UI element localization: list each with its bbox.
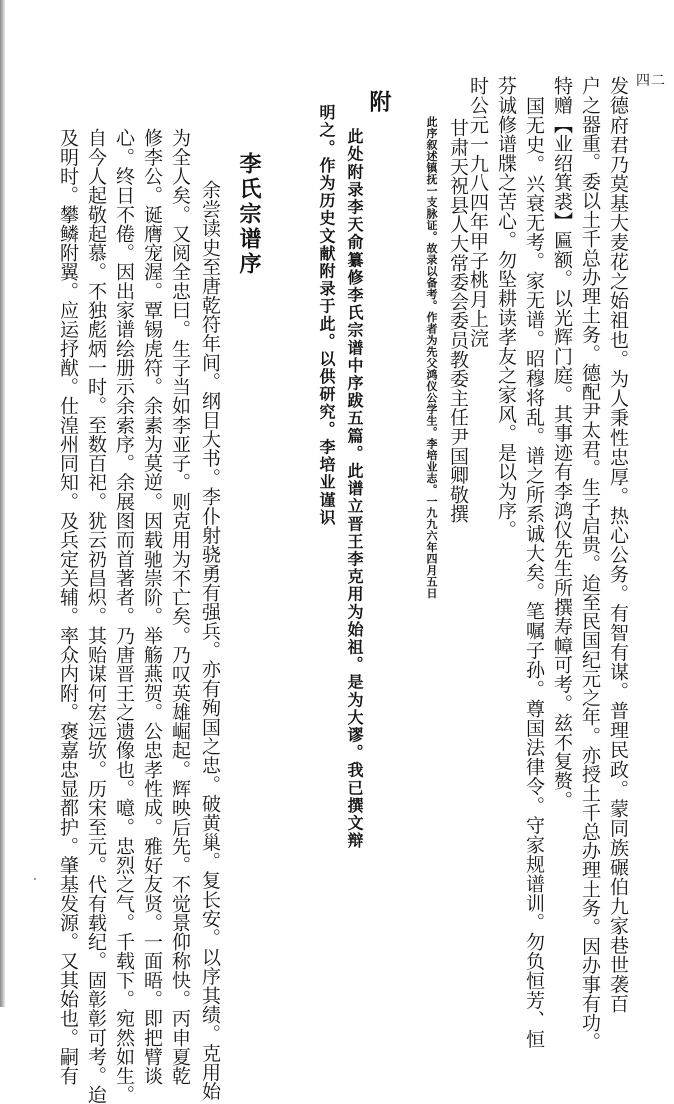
page-number: 四二 [636, 73, 666, 89]
preface-line: 自今人起敬起慕。不独彪炳一时。至数百祀。犹云礽昌炽。其贻谋何宏远欤。历宋至元。代有载纪。固彰彰可考。迨 [85, 128, 107, 1104]
preface-line: 修李公。诞膺宠渥。覃锡虎符。余素为莫逆。因载驰崇阶。举觞燕贺。公忠孝性成。雅好友贤。一面晤。即把臂谈 [141, 128, 163, 1085]
annex-note-line: 此处附录李天俞纂修李氏宗谱中序跋五篇。此谱立晋王李克用为始祖。是为大谬。我已撰文辩 [345, 128, 364, 850]
right-text-line: 时公元一九八四年甲子桃月上浣 [467, 76, 489, 348]
page-binding-edge [0, 0, 5, 1007]
annex-note-line: 明之。作为历史文献附录于此。以供研究。李培业谨识 [317, 104, 336, 527]
preface-line: 心。终日不倦。因出家谱绘册示余索序。余展图而首著者。乃唐晋王之遗像也。噫。忠烈之气。千载下。宛然如生。 [113, 128, 135, 1104]
preface-line: 为全人矣。又阅全忠曰。生子当如李亚子。则克用为不亡矣。乃叹英雄崛起。辉映后先。不觉景仰称快。丙申夏乾 [169, 128, 191, 1085]
right-text-line: 甘肃天祝县人大常委会委员教委主任尹国卿敬撰 [447, 118, 469, 524]
annex-heading: 附 [366, 90, 392, 112]
right-text-line: 特赠【业绍箕裘】匾额。以光辉门庭。其事迹有李鸿仪先生所撰寿幛可考。兹不复赘。 [551, 76, 573, 810]
right-text-line: 户之器重。委以土千总办理土务。德配尹太君。生子启贵。迨至民国纪元之年。亦授土千总办理土务。因办事有功。 [579, 76, 601, 1052]
preface-title: 李氏宗谱序 [236, 152, 262, 277]
right-text-line: 发德府君乃莫基大麦花之始祖也。为人秉性忠厚。热心公务。有智有谋。普理民政。蒙同族碾伯九家巷世袭百 [607, 76, 629, 1014]
preface-line: 及明时。攀鳞附翼。应运抒猷。仕湟州同知。及兵定关辅。率众内附。褒嘉忠显都护。肇基发源。又其始也。嗣有 [57, 128, 79, 1085]
right-text-caption: 此序叙述镇抚一支脉证。故录以备考。作者为先父鸿仪公学生。李培业志。一九九六年四月五日 [425, 116, 438, 599]
scan-speck [34, 878, 36, 880]
right-text-line: 芬诚修谱牒之苦心。勿坠耕读孝友之家风。是以为序。 [495, 76, 517, 540]
preface-line: 余尝读史至唐乾符年间。纲目大书。李仆射骁勇有强兵。亦有殉国之忠。破黄巢。复长安。以序其绩。克用始 [199, 180, 221, 1101]
right-text-line: 国无史。兴衰无考。家无谱。昭穆将乱。谱之所系诚大矣。笔嘱子孙。尊国法律令。守家规谱训。勿负恒芳、恒 [523, 96, 545, 1049]
